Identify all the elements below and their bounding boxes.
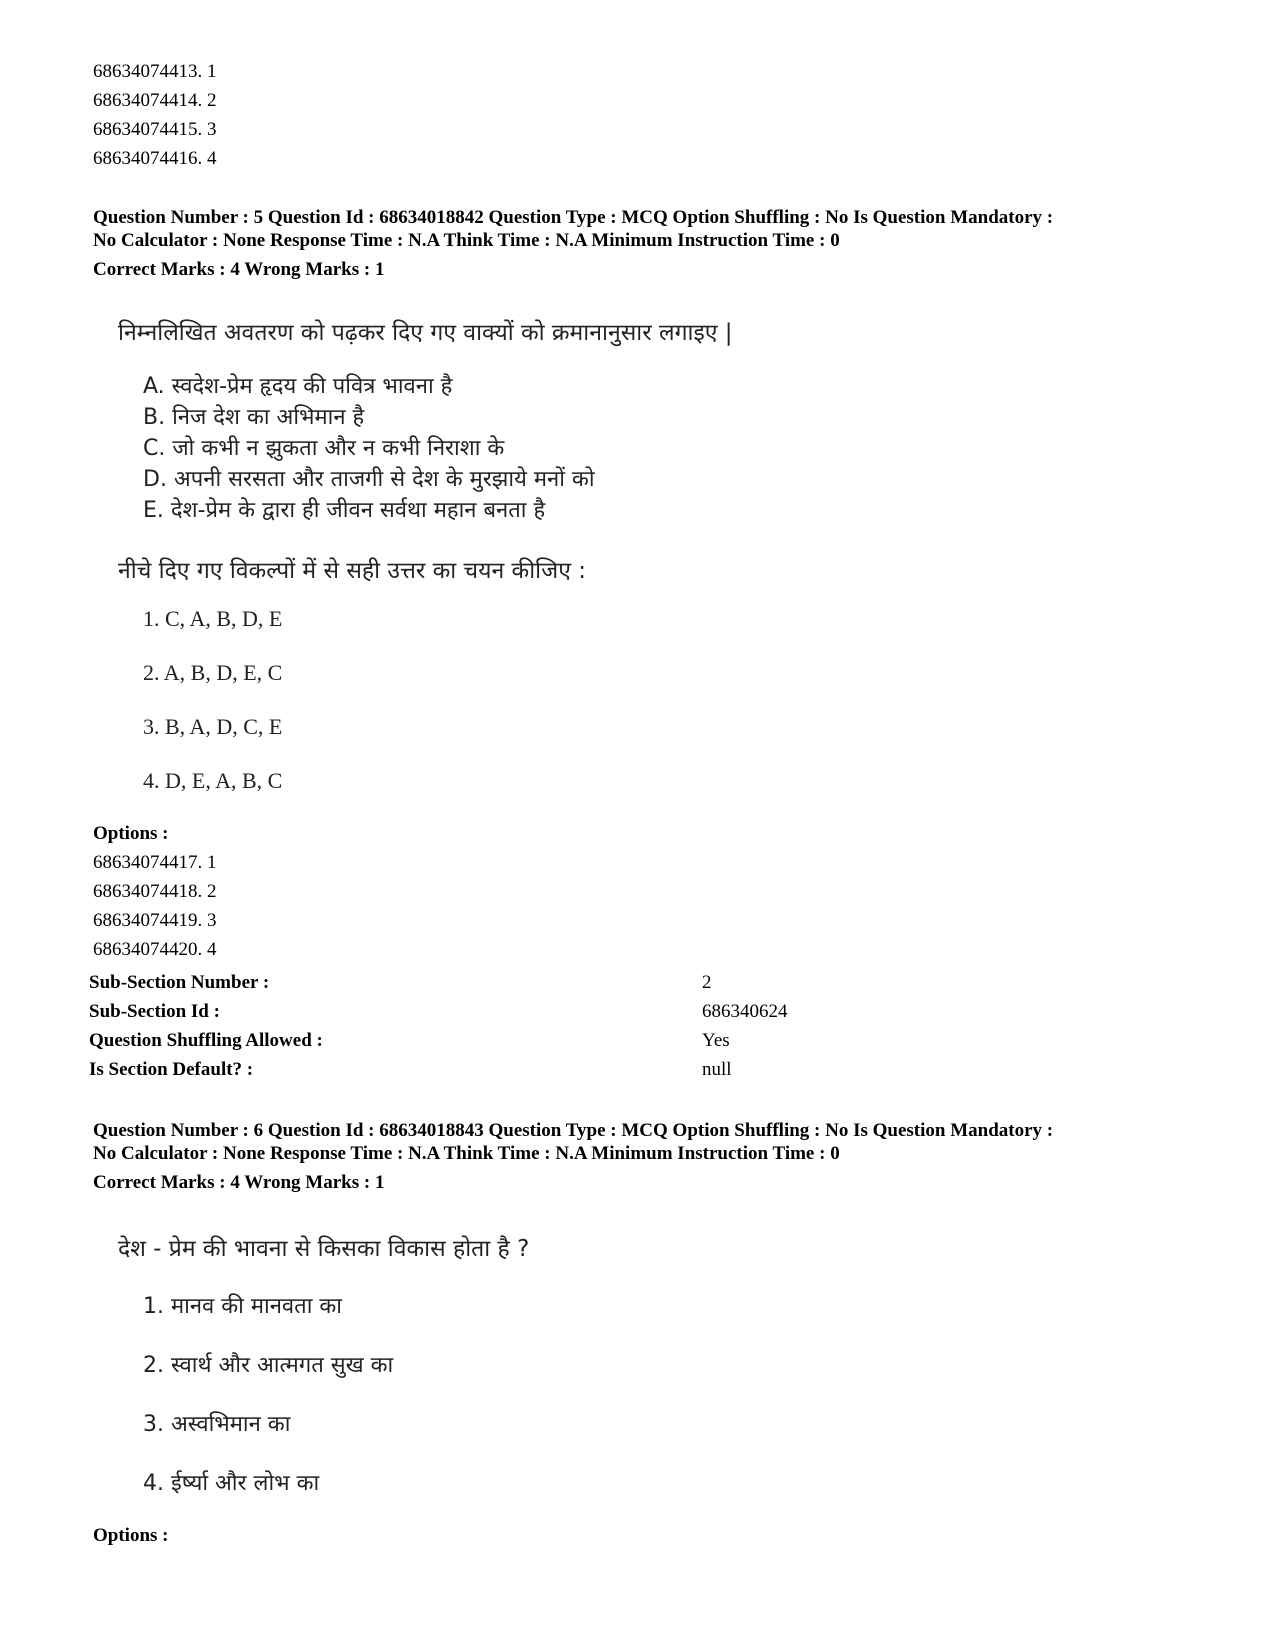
q5-options-label: Options :	[93, 823, 169, 844]
q5-statement: B. निज देश का अभिमान है	[143, 405, 365, 430]
q5-choice: 3. B, A, D, C, E	[143, 714, 283, 739]
q6-header-line2: No Calculator : None Response Time : N.A Think Time : N.A Minimum Instruction Time : 0	[93, 1143, 840, 1164]
option-line: 68634074420. 4	[93, 939, 217, 960]
option-line: 68634074413. 1	[93, 61, 217, 82]
option-line: 68634074418. 2	[93, 881, 217, 902]
subsection-value: 2	[702, 972, 712, 993]
q6-choice: 1. मानव की मानवता का	[143, 1294, 342, 1319]
q5-marks: Correct Marks : 4 Wrong Marks : 1	[93, 259, 385, 280]
q5-header-line1: Question Number : 5 Question Id : 68634018842 Question Type : MCQ Option Shuffling : No Is Question Mandatory :	[93, 207, 1054, 228]
subsection-key: Sub-Section Number :	[89, 972, 270, 993]
q5-instruction: निम्नलिखित अवतरण को पढ़कर दिए गए वाक्यों को क्रमानानुसार लगाइए |	[118, 320, 733, 346]
subsection-value: null	[702, 1059, 732, 1080]
q6-choice: 3. अस्वभिमान का	[143, 1412, 291, 1437]
option-line: 68634074416. 4	[93, 148, 217, 169]
q5-choice: 2. A, B, D, E, C	[143, 660, 283, 685]
option-line: 68634074415. 3	[93, 119, 217, 140]
q5-statement: C. जो कभी न झुकता और न कभी निराशा के	[143, 436, 505, 461]
subsection-value: 686340624	[702, 1001, 788, 1022]
q6-header-line1: Question Number : 6 Question Id : 68634018843 Question Type : MCQ Option Shuffling : No Is Question Mandatory :	[93, 1120, 1054, 1141]
subsection-value: Yes	[702, 1030, 730, 1051]
option-line: 68634074419. 3	[93, 910, 217, 931]
q5-statement: D. अपनी सरसता और ताजगी से देश के मुरझाये मनों को	[143, 467, 595, 492]
q6-question: देश - प्रेम की भावना से किसका विकास होता है ?	[118, 1236, 530, 1262]
q5-statement: E. देश-प्रेम के द्वारा ही जीवन सर्वथा महान बनता है	[143, 498, 546, 523]
q6-choice: 2. स्वार्थ और आत्मगत सुख का	[143, 1353, 394, 1378]
q6-choice: 4. ईर्ष्या और लोभ का	[143, 1471, 320, 1496]
q5-choice: 4. D, E, A, B, C	[143, 768, 283, 793]
q6-options-label: Options :	[93, 1525, 169, 1546]
q5-choice: 1. C, A, B, D, E	[143, 606, 283, 631]
subsection-key: Sub-Section Id :	[89, 1001, 220, 1022]
option-line: 68634074414. 2	[93, 90, 217, 111]
subsection-key: Is Section Default? :	[89, 1059, 254, 1080]
subsection-key: Question Shuffling Allowed :	[89, 1030, 323, 1051]
q5-header-line2: No Calculator : None Response Time : N.A Think Time : N.A Minimum Instruction Time : 0	[93, 230, 840, 251]
q5-statement: A. स्वदेश-प्रेम हृदय की पवित्र भावना है	[143, 374, 453, 399]
option-line: 68634074417. 1	[93, 852, 217, 873]
q6-marks: Correct Marks : 4 Wrong Marks : 1	[93, 1172, 385, 1193]
q5-prompt: नीचे दिए गए विकल्पों में से सही उत्तर का चयन कीजिए :	[118, 558, 586, 584]
